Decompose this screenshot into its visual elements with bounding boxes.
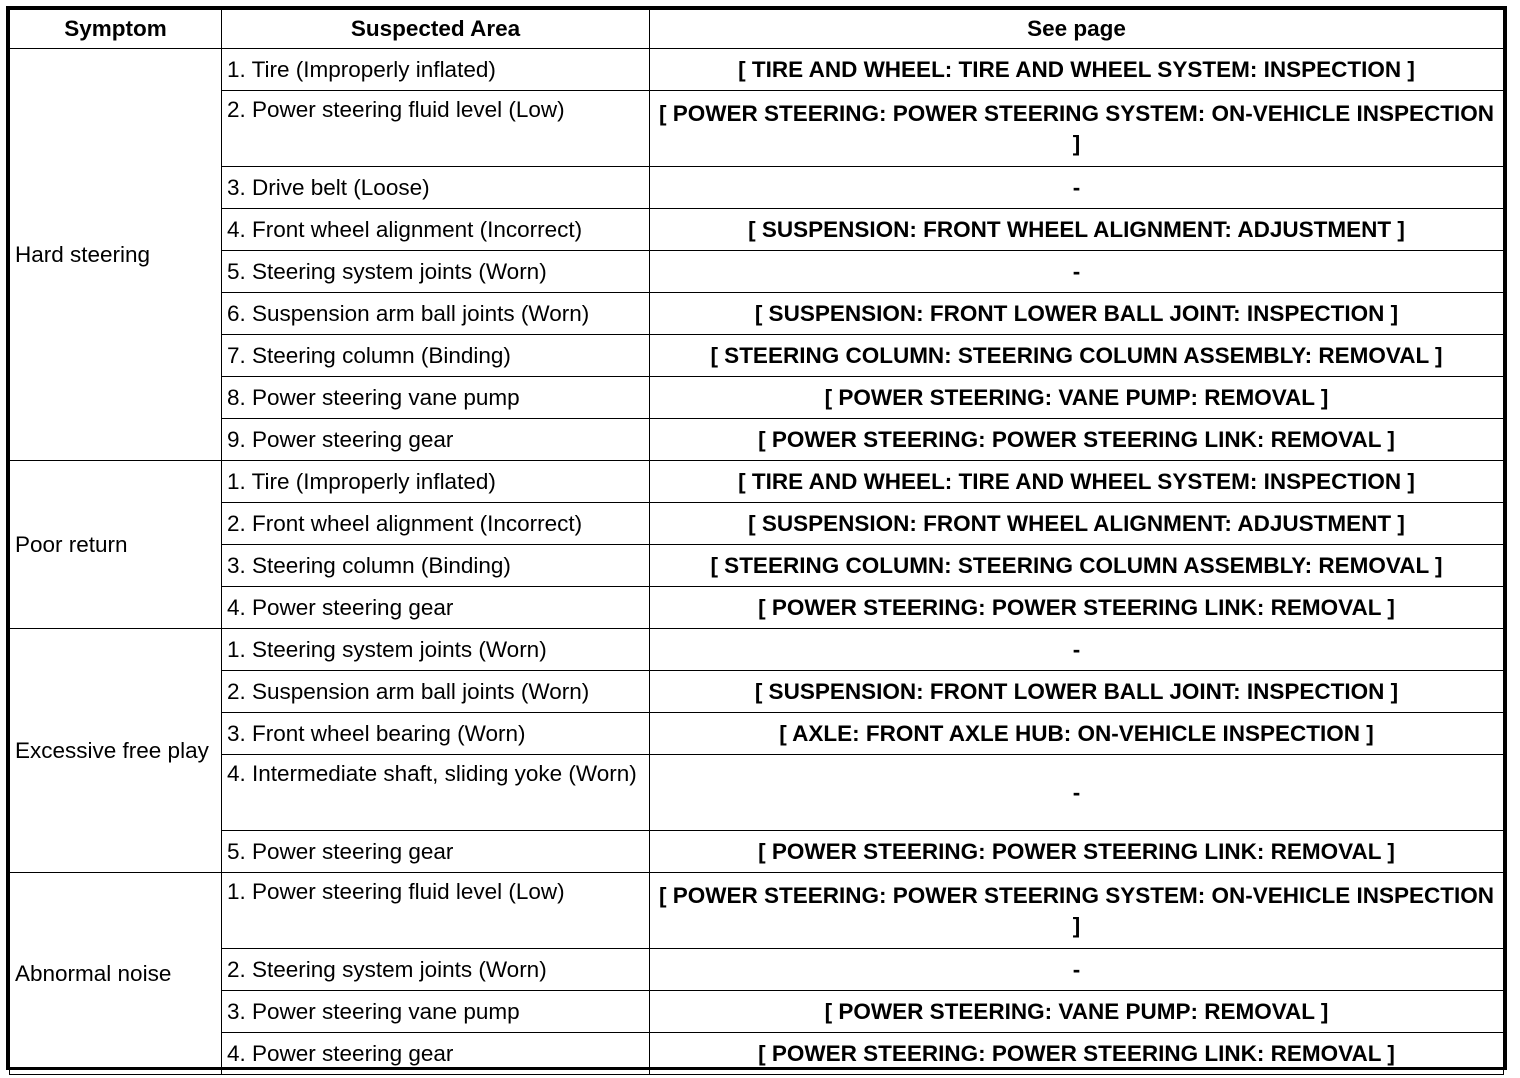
- suspected-area-cell: 4. Intermediate shaft, sliding yoke (Worn): [222, 755, 650, 831]
- table-row: [10, 209, 1504, 251]
- table-row: [10, 293, 1504, 335]
- suspected-area-cell: 5. Steering system joints (Worn): [222, 251, 650, 293]
- table-row: [10, 335, 1504, 377]
- suspected-area-cell: 7. Steering column (Binding): [222, 335, 650, 377]
- table-row: [10, 671, 1504, 713]
- table-row: [10, 167, 1504, 209]
- suspected-area-cell: 3. Steering column (Binding): [222, 545, 650, 587]
- table-row: [10, 49, 1504, 91]
- table-row: [10, 419, 1504, 461]
- table-row: [10, 251, 1504, 293]
- see-page-link: -: [650, 949, 1504, 991]
- table-row: [10, 949, 1504, 991]
- header-suspected-area: Suspected Area: [222, 10, 650, 49]
- suspected-area-cell: 1. Tire (Improperly inflated): [222, 49, 650, 91]
- see-page-link[interactable]: [ POWER STEERING: POWER STEERING LINK: REMOVAL ]: [650, 1033, 1504, 1075]
- see-page-link[interactable]: [ POWER STEERING: POWER STEERING SYSTEM: ON-VEHICLE INSPECTION ]: [650, 873, 1504, 949]
- table-row: [10, 629, 1504, 671]
- troubleshooting-table-frame: [6, 6, 1507, 1070]
- see-page-link[interactable]: [ POWER STEERING: VANE PUMP: REMOVAL ]: [650, 991, 1504, 1033]
- suspected-area-cell: 2. Front wheel alignment (Incorrect): [222, 503, 650, 545]
- see-page-link[interactable]: [ TIRE AND WHEEL: TIRE AND WHEEL SYSTEM: INSPECTION ]: [650, 49, 1504, 91]
- suspected-area-cell: 3. Front wheel bearing (Worn): [222, 713, 650, 755]
- table-row: [10, 713, 1504, 755]
- table-row: [10, 461, 1504, 503]
- suspected-area-cell: 5. Power steering gear: [222, 831, 650, 873]
- suspected-area-cell: 2. Steering system joints (Worn): [222, 949, 650, 991]
- suspected-area-cell: 8. Power steering vane pump: [222, 377, 650, 419]
- table-row: [10, 991, 1504, 1033]
- table-row: [10, 873, 1504, 949]
- suspected-area-cell: 1. Tire (Improperly inflated): [222, 461, 650, 503]
- symptom-cell: Poor return: [10, 461, 222, 629]
- header-row: [10, 10, 1504, 49]
- see-page-link[interactable]: [ STEERING COLUMN: STEERING COLUMN ASSEMBLY: REMOVAL ]: [650, 335, 1504, 377]
- see-page-link: -: [650, 629, 1504, 671]
- troubleshooting-table: [9, 9, 1504, 1075]
- symptom-cell: Hard steering: [10, 49, 222, 461]
- see-page-link[interactable]: [ POWER STEERING: POWER STEERING LINK: REMOVAL ]: [650, 831, 1504, 873]
- see-page-link[interactable]: [ SUSPENSION: FRONT WHEEL ALIGNMENT: ADJUSTMENT ]: [650, 503, 1504, 545]
- see-page-link: -: [650, 755, 1504, 831]
- table-row: [10, 545, 1504, 587]
- see-page-link[interactable]: [ POWER STEERING: VANE PUMP: REMOVAL ]: [650, 377, 1504, 419]
- see-page-link[interactable]: [ TIRE AND WHEEL: TIRE AND WHEEL SYSTEM: INSPECTION ]: [650, 461, 1504, 503]
- see-page-link[interactable]: [ SUSPENSION: FRONT LOWER BALL JOINT: INSPECTION ]: [650, 671, 1504, 713]
- suspected-area-cell: 3. Drive belt (Loose): [222, 167, 650, 209]
- symptom-cell: Abnormal noise: [10, 873, 222, 1075]
- table-body: [10, 49, 1504, 1075]
- see-page-link[interactable]: [ SUSPENSION: FRONT WHEEL ALIGNMENT: ADJUSTMENT ]: [650, 209, 1504, 251]
- suspected-area-cell: 1. Power steering fluid level (Low): [222, 873, 650, 949]
- suspected-area-cell: 3. Power steering vane pump: [222, 991, 650, 1033]
- see-page-link[interactable]: [ POWER STEERING: POWER STEERING LINK: REMOVAL ]: [650, 587, 1504, 629]
- suspected-area-cell: 2. Suspension arm ball joints (Worn): [222, 671, 650, 713]
- suspected-area-cell: 4. Power steering gear: [222, 1033, 650, 1075]
- table-row: [10, 503, 1504, 545]
- suspected-area-cell: 4. Front wheel alignment (Incorrect): [222, 209, 650, 251]
- see-page-link: -: [650, 251, 1504, 293]
- see-page-link[interactable]: [ STEERING COLUMN: STEERING COLUMN ASSEMBLY: REMOVAL ]: [650, 545, 1504, 587]
- suspected-area-cell: 6. Suspension arm ball joints (Worn): [222, 293, 650, 335]
- suspected-area-cell: 1. Steering system joints (Worn): [222, 629, 650, 671]
- suspected-area-cell: 9. Power steering gear: [222, 419, 650, 461]
- symptom-cell: Excessive free play: [10, 629, 222, 873]
- header-see-page: See page: [650, 10, 1504, 49]
- see-page-link[interactable]: [ AXLE: FRONT AXLE HUB: ON-VEHICLE INSPECTION ]: [650, 713, 1504, 755]
- see-page-link[interactable]: [ SUSPENSION: FRONT LOWER BALL JOINT: INSPECTION ]: [650, 293, 1504, 335]
- see-page-link[interactable]: [ POWER STEERING: POWER STEERING SYSTEM: ON-VEHICLE INSPECTION ]: [650, 91, 1504, 167]
- table-row: [10, 377, 1504, 419]
- table-row: [10, 831, 1504, 873]
- see-page-link[interactable]: [ POWER STEERING: POWER STEERING LINK: REMOVAL ]: [650, 419, 1504, 461]
- table-row: [10, 91, 1504, 167]
- header-symptom: Symptom: [10, 10, 222, 49]
- table-row: [10, 755, 1504, 831]
- see-page-link: -: [650, 167, 1504, 209]
- suspected-area-cell: 2. Power steering fluid level (Low): [222, 91, 650, 167]
- table-row: [10, 587, 1504, 629]
- suspected-area-cell: 4. Power steering gear: [222, 587, 650, 629]
- table-row: [10, 1033, 1504, 1075]
